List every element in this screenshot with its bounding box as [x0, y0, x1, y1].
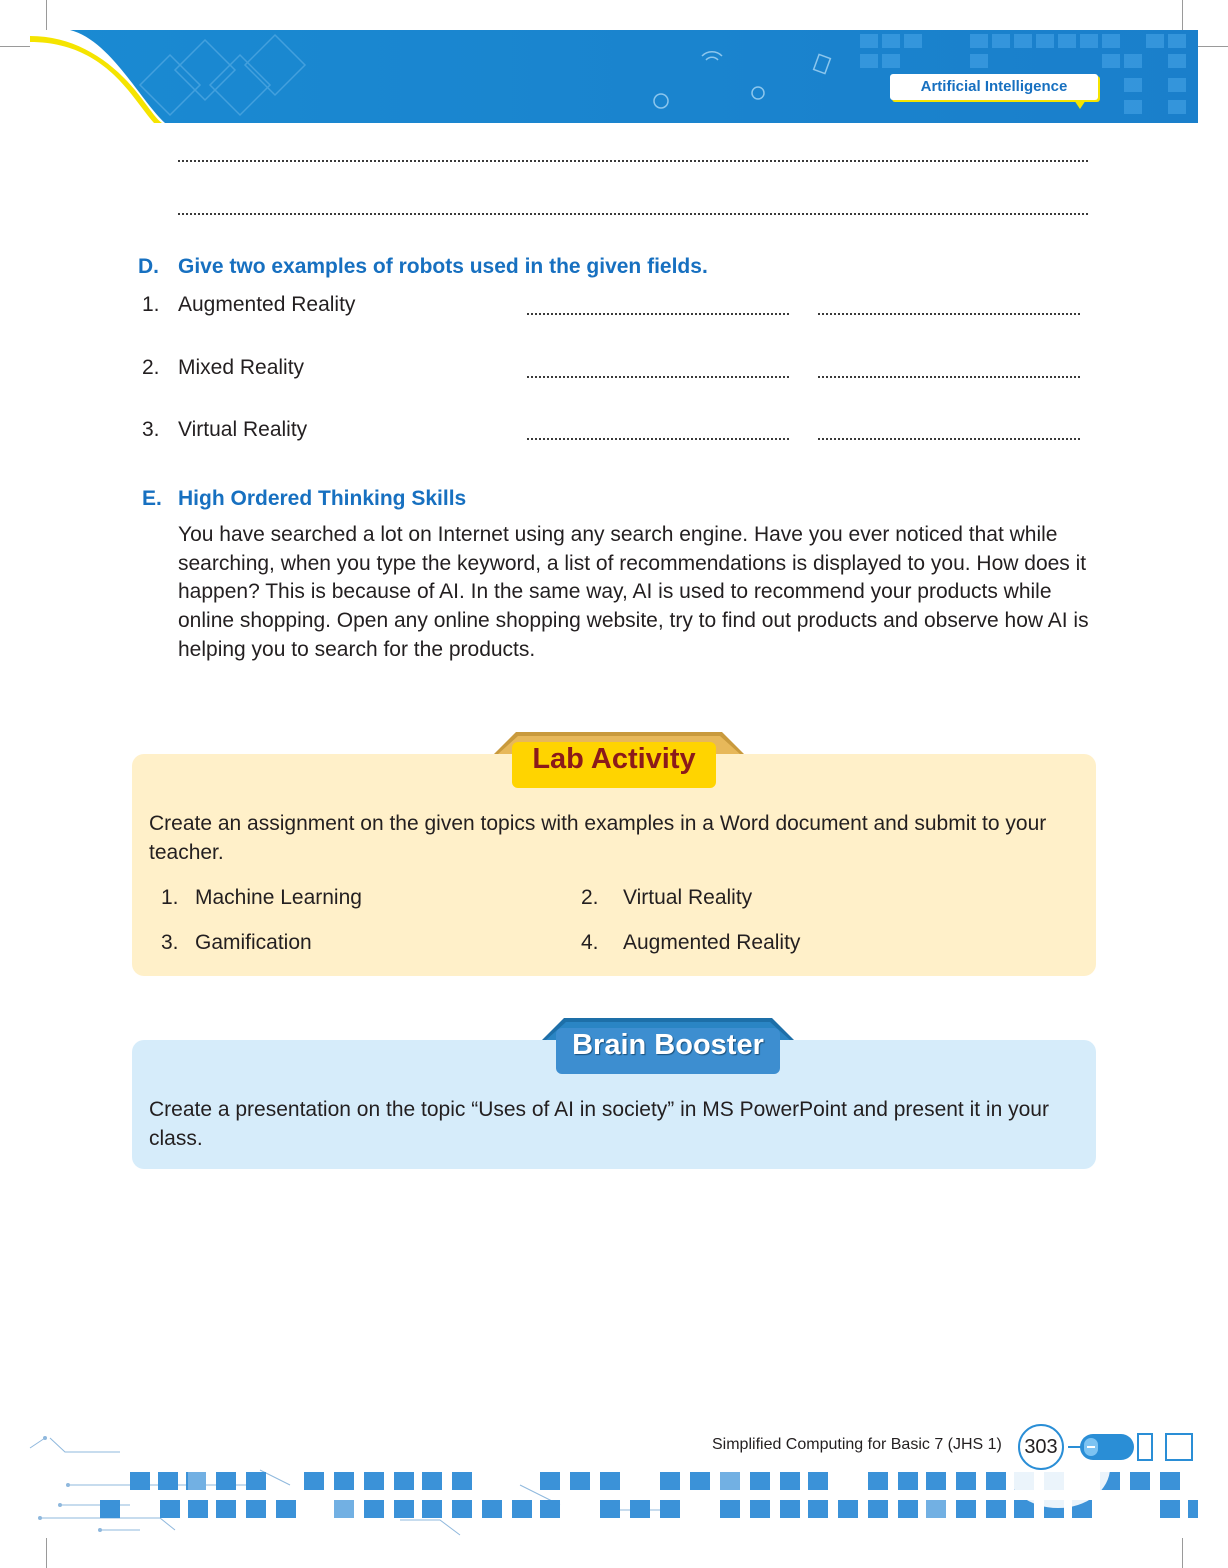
item-number: 1.	[161, 886, 179, 909]
section-e-title	[142, 487, 466, 511]
crop-mark	[0, 46, 30, 47]
lab-activity-title: Lab Activity	[532, 743, 696, 775]
lab-item	[581, 883, 752, 913]
page-number: 303	[1018, 1424, 1064, 1470]
crop-mark	[46, 0, 47, 30]
answer-blank	[818, 303, 1080, 315]
item-label: Machine Learning	[195, 886, 362, 909]
item-number: 2.	[142, 356, 160, 379]
lab-activity-text: Create an assignment on the given topics with examples in a Word document and submit to your teacher.	[149, 812, 1047, 864]
answer-line	[178, 203, 1088, 215]
lab-item	[161, 883, 362, 913]
section-e-letter: E.	[142, 487, 162, 510]
chapter-tag-pointer	[1074, 100, 1086, 109]
item-number: 2.	[581, 886, 599, 909]
item-label: Augmented Reality	[178, 293, 356, 316]
item-label: Mixed Reality	[178, 356, 305, 379]
item-number: 3.	[161, 931, 179, 954]
lab-item	[581, 928, 800, 958]
answer-line	[178, 150, 1088, 162]
section-d-heading: Give two examples of robots used in the given fields.	[178, 255, 708, 278]
item-label: Virtual Reality	[623, 886, 753, 909]
section-e-heading: High Ordered Thinking Skills	[178, 487, 467, 510]
item-number: 4.	[581, 931, 599, 954]
answer-blank	[527, 366, 789, 378]
section-d-letter: D.	[138, 255, 159, 278]
item-label: Virtual Reality	[178, 418, 308, 441]
item-number: 3.	[142, 418, 160, 441]
crop-mark	[1198, 46, 1228, 47]
section-e-paragraph: You have searched a lot on Internet using any search engine. Have you ever noticed that while searching, when you type the keyword, a list of recommendations is displayed to you. How does it happen? This is because of AI. In the same way, AI is used to recommend your products while online shopping. Open any online shopping website, try to find out products and observe how AI is helping you to search for the products.	[178, 523, 1089, 661]
item-label: Gamification	[195, 931, 312, 954]
list-item	[142, 290, 355, 320]
section-d-title	[138, 255, 708, 279]
lab-item	[161, 928, 312, 958]
chapter-tag: Artificial Intelligence	[890, 74, 1098, 100]
brain-booster-title: Brain Booster	[572, 1029, 764, 1061]
brain-booster-text: Create a presentation on the topic “Uses of AI in society” in MS PowerPoint and present it in your class.	[149, 1098, 1049, 1150]
answer-blank	[527, 428, 789, 440]
item-label: Augmented Reality	[623, 931, 801, 954]
answer-blank	[818, 366, 1080, 378]
list-item	[142, 415, 307, 445]
crop-mark	[1182, 0, 1183, 30]
item-number: 1.	[142, 293, 160, 316]
answer-blank	[818, 428, 1080, 440]
list-item	[142, 353, 304, 383]
book-title: Simplified Computing for Basic 7 (JHS 1)	[712, 1436, 1002, 1453]
answer-blank	[527, 303, 789, 315]
